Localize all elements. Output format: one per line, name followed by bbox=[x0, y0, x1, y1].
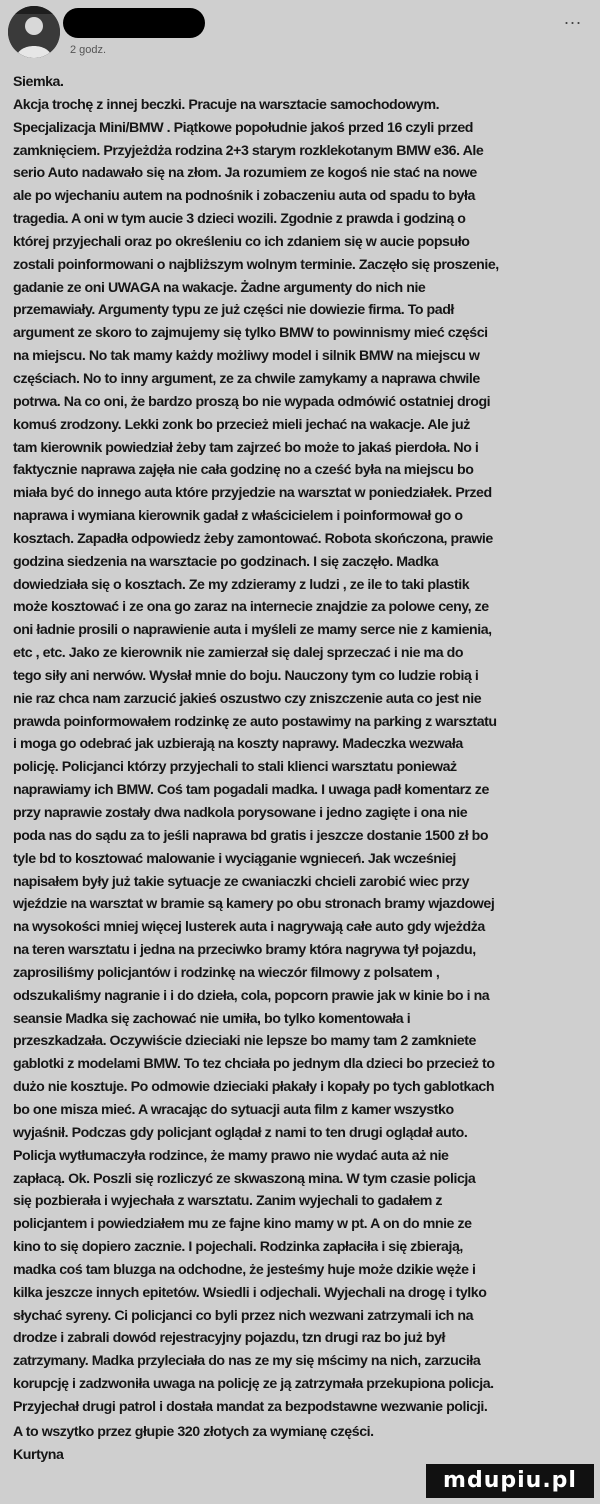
site-watermark-logo: mdupiu.pl bbox=[426, 1464, 594, 1498]
author-avatar[interactable] bbox=[8, 6, 60, 58]
more-options-icon[interactable]: ... bbox=[563, 8, 582, 28]
avatar-photo-icon bbox=[8, 6, 60, 58]
post-timestamp: 2 godz. bbox=[70, 44, 107, 56]
redacted-author-name bbox=[63, 8, 205, 38]
post-signature: Kurtyna bbox=[13, 1446, 64, 1463]
post-header bbox=[0, 0, 600, 72]
post-text: Akcja trochę z innej beczki. Pracuje na warsztacie samochodowym. Specjalizacja Mini/BMW . Piątkowe popołudnie jakoś przed 16 czyli przed zamknięciem. Przyjeżdża rodzina 2+3 starym rozklekotanym BMW e36. Ale serio Auto nadawało się na złom. Ja rozumiem ze kogoś nie stać na nowe ale po wjechaniu autem na podnośnik i zobaczeniu auta od spadu to była tragedia. A oni w tym aucie 3 dzieci wozili. Zgodnie z prawda i godziną o której przyjechali oraz po określeniu co ich zdaniem się w aucie popsuło zostali poinformowani o najbliższym wolnym terminie. Zaczęło się proszenie, gadanie ze oni UWAGA na wakacje. Żadne argumenty do nich nie przemawiały. Argumenty typu ze już części nie dowiezie firma. To padł argument ze skoro to zajmujemy się tylko BMW to powinnismy mieć części na miejscu. No tak mamy każdy możliwy model i silnik BMW na miejscu w częściach. No to inny argument, ze za chwile zamykamy a naprawa chwile potrwa. Na co oni, że bardzo proszą bo nie wypada odmówić ostatniej drogi komuś zrodzony. Lekki zonk bo przecież mieli jechać na wakacje. Ale już tam kierownik powiedział żeby tam zajrzeć bo może to jakaś pierdoła. No i faktycznie naprawa zajęła nie cała godzinę no a cześć była na miejscu bo miała być do innego auta które przyjedzie na warsztat w poniedziałek. Przed naprawa i wymiana kierownik gadał z właścicielem i poinformował go o kosztach. Zapadła odpowiedz żeby zamontować. Robota skończona, prawie godzina siedzenia na warsztacie po godzinach. I się zaczęło. Madka dowiedziała się o kosztach. Ze my zdzieramy z ludzi , ze ile to taki plastik może kosztować i ze ona go zaraz na internecie znajdzie za polowe ceny, ze oni ładnie prosili o naprawienie auta i myśleli ze mamy serce nie z kamienia, etc , etc. Jako ze kierownik nie zamierzał się dalej sprzeczać i nie ma do tego siły ani nerwów. Wysłał mnie do boju. Nauczony tym co ludzie robią i nie raz chca nam zarzucić jakieś oszustwo czy zniszczenie auta co jest nie prawda poinformowałem rodzinkę ze auto postawimy na parking z warsztatu i moga go odebrać jak uzbierają na koszty naprawy. Madeczka wezwała policję. Policjanci którzy przyjechali to stali klienci warsztatu ponieważ naprawiamy ich BMW. Coś tam pogadali madka. I uwaga padł komentarz ze przy naprawie zostały dwa nadkola porysowane i jedno zagięte i ona nie poda nas do sądu za to jeśli naprawa bd gratis i jeszcze dostanie 1500 zł bo tyle bd to kosztować malowanie i wyciąganie wgnieceń. Jak wcześniej napisałem były już takie sytuacje ze cwaniaczki chcieli zarobić wiec przy wjeździe na warsztat w bramie są kamery po obu stronach bramy wjazdowej na wysokości mniej więcej lusterek auta i nagrywają całe auto gdy wjeżdża na teren warsztatu i jedna na przeciwko bramy która nagrywa tył pojazdu, zaprosiliśmy policjantów i rodzinkę na wieczór filmowy z polsatem , odszukaliśmy nagranie i i do dzieła, cola, popcorn prawie jak w kinie bo i na seansie Madka się zachować nie umiła, bo tylko komentowała i przeszkadzała. Oczywiście dzieciaki nie lepsze bo mamy tam 2 zamkniete gablotki z modelami BMW. To tez chciała po jednym dla dzieci bo przecież to dużo nie kosztuje. Po odmowie dzieciaki płakały i kopały po tych gablotkach bo one misza mieć. A wracając do sytuacji auta film z kamer wszystko wyjaśnił. Podczas gdy policjant oglądał z nami to ten drugi oglądał auto. Policja wytłumaczyła rodzince, że mamy prawo nie wydać auta aż nie zapłacą. Ok. Poszli się rozliczyć ze skwaszoną mina. W tym czasie policja się pozbierała i wyjechała z warsztatu. Zanim wyjechali to gadałem z policjantem i powiedziałem mu ze fajne kino mamy w pt. A on do mnie ze kino to się dopiero zacznie. I pojechali. Rodzinka zapłaciła i się zbierają, madka coś tam bluzga na odchodne, że jesteśmy huje może dzikie węże i kilka jeszcze innych epitetów. Wsiedli i odjechali. Wyjechali na drogę i tylko słychać syreny. Ci policjanci co byli przez nich wezwani zatrzymali ich na drodze i zabrali dowód rejestracyjny pojazdu, tzn drugi raz bo już był zatrzymany. Madka przyleciała do nas ze my się mścimy na nich, zarzuciła korupcję i zadzwoniła uwaga na policję ze ją zatrzymała przekupiona policja. Przyjechał drugi patrol i dostała mandat za bezpodstawne wezwanie policji. bbox=[13, 96, 499, 1415]
post-body bbox=[13, 71, 591, 1466]
post-greeting: Siemka. bbox=[13, 74, 64, 90]
post-closing: A to wszytko przez głupie 320 złotych za wymianę części. bbox=[13, 1423, 374, 1440]
